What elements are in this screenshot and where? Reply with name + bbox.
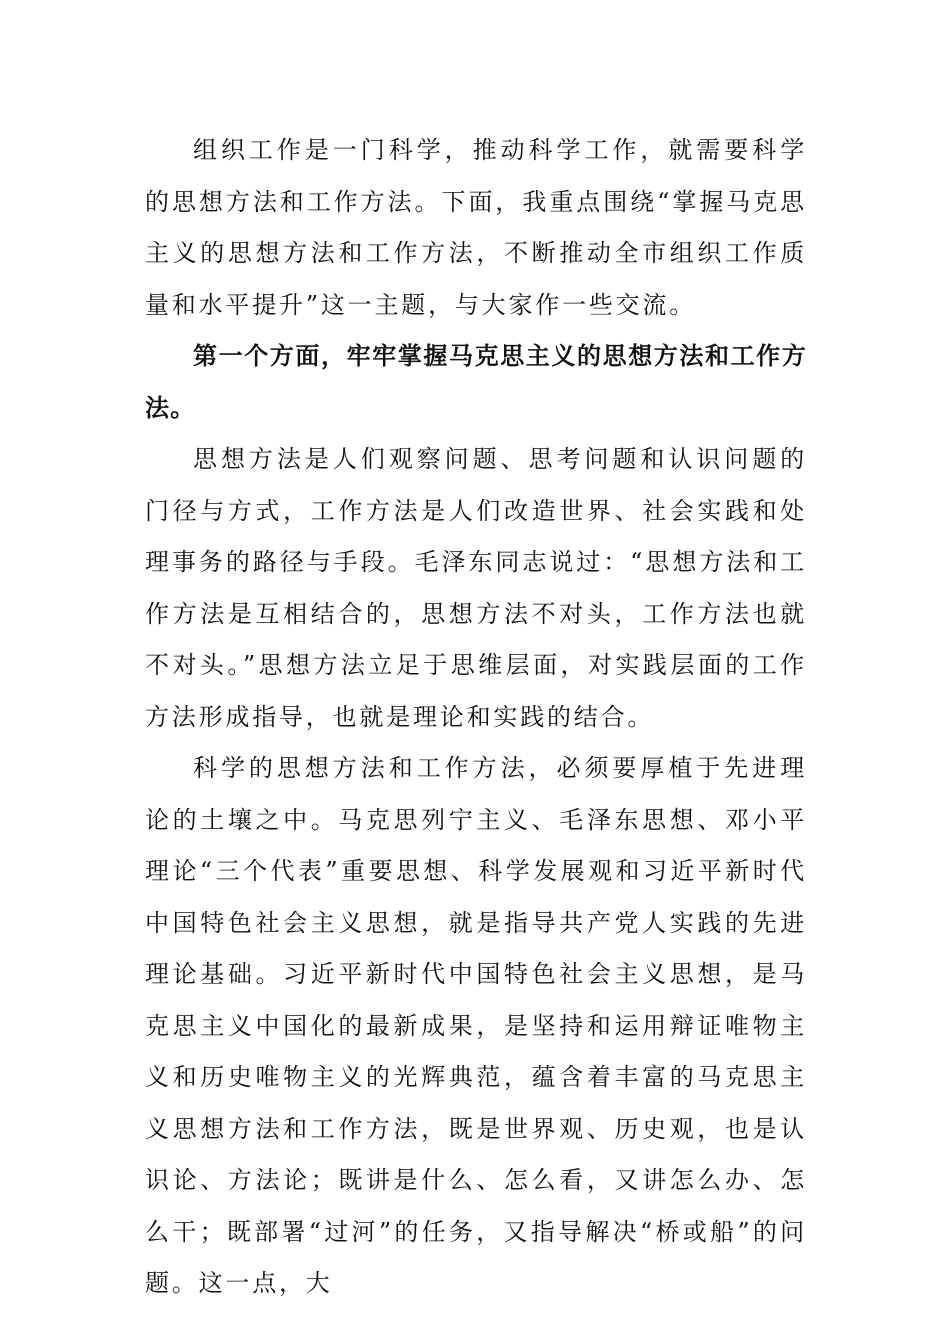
document-body [145,125,807,1310]
section-heading: 第一个方面，牢牢掌握马克思主义的思想方法和工作方法。 [145,342,807,422]
paragraph-intro: 组织工作是一门科学，推动科学工作，就需要科学的思想方法和工作方法。下面，我重点围绕“掌握马克思主义的思想方法和工作方法，不断推动全市组织工作质量和水平提升”这一主题，与大家作一些交流。 [145,136,807,319]
paragraph-thinking-methods: 思想方法是人们观察问题、思考问题和认识问题的门径与方式，工作方法是人们改造世界、社会实践和处理事务的路径与手段。毛泽东同志说过：“思想方法和工作方法是互相结合的，思想方法不对头，工作方法也就不对头。”思想方法立足于思维层面，对实践层面的工作方法形成指导，也就是理论和实践的结合。 [145,445,807,731]
paragraph-theory-foundation: 科学的思想方法和工作方法，必须要厚植于先进理论的土壤之中。马克思列宁主义、毛泽东思想、邓小平理论“三个代表”重要思想、科学发展观和习近平新时代中国特色社会主义思想，就是指导共产党人实践的先进理论基础。习近平新时代中国特色社会主义思想，是马克思主义中国化的最新成果，是坚持和运用辩证唯物主义和历史唯物主义的光辉典范，蕴含着丰富的马克思主义思想方法和工作方法，既是世界观、历史观，也是认识论、方法论；既讲是什么、怎么看，又讲怎么办、怎么干；既部署“过河”的任务，又指导解决“桥或船”的问题。这一点，大 [145,754,807,1297]
